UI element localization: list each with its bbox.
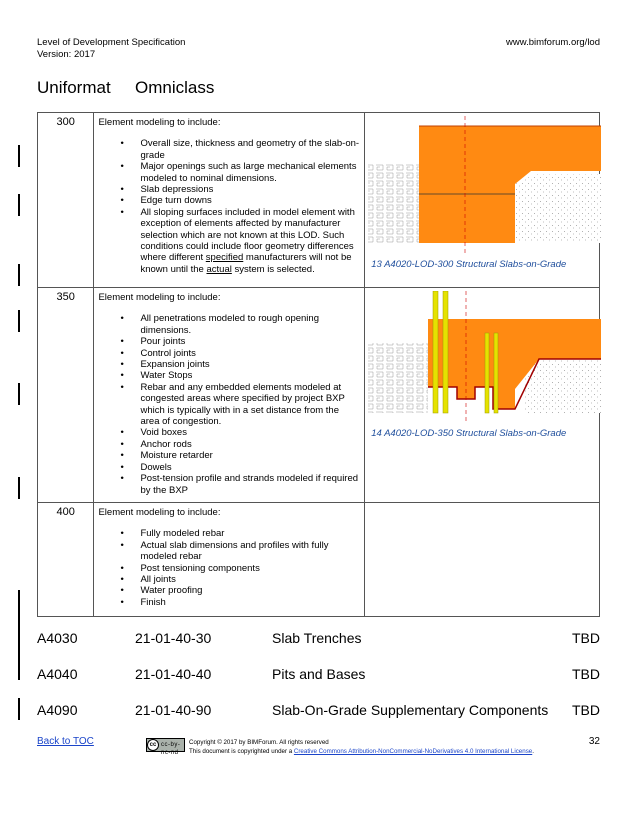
- site-url: www.bimforum.org/lod: [506, 37, 600, 48]
- list-item: • Control joints: [140, 348, 360, 359]
- copyright-line: Copyright © 2017 by BIMForum. All rights reserved: [189, 739, 329, 746]
- lod-level: 400: [38, 502, 94, 616]
- license-line: This document is copyrighted under a Creative Commons Attribution-NonCommercial-NoDerivatives 4.0 International License.: [189, 748, 534, 755]
- lod-level: 350: [38, 288, 94, 503]
- uniformat-code: A4040: [37, 666, 78, 682]
- list-item: • Post-tension profile and strands modeled if required by the BXP: [140, 473, 360, 496]
- list-item: • Moisture retarder: [140, 450, 360, 461]
- list-item: • Dowels: [140, 462, 360, 473]
- list-item: • All joints: [140, 574, 360, 585]
- lod-lead: Element modeling to include:: [98, 506, 221, 518]
- list-item: • Post tensioning components: [140, 563, 360, 574]
- slab-section-300-figure: [365, 116, 601, 254]
- uniformat-code: A4030: [37, 630, 78, 646]
- lod-item-list: [94, 528, 360, 608]
- list-item: • Pour joints: [140, 336, 360, 347]
- list-item: • Void boxes: [140, 427, 360, 438]
- license-link[interactable]: Creative Commons Attribution-NonCommercial-NoDerivatives 4.0 International License: [293, 748, 533, 755]
- lod-row-350: [38, 288, 600, 503]
- element-name: Slab-On-Grade Supplementary Components: [272, 702, 549, 718]
- list-item: • All penetrations modeled to rough opening dimensions.: [140, 313, 360, 336]
- lod-table: [37, 112, 600, 617]
- lod-description: [94, 288, 365, 503]
- lod-row-300: [38, 113, 600, 288]
- element-status: TBD: [572, 702, 600, 718]
- list-item: • All sloping surfaces included in model element with exception of elements affected by manufacturer selection which are not known at this LOD. Such conditions could include floor geometry differences where different specified manufacturers will not be known until the actual system is selected.: [140, 207, 360, 275]
- omniclass-code: 21-01-40-40: [135, 666, 212, 682]
- element-row: [37, 666, 600, 688]
- element-row: [37, 630, 600, 652]
- copyright-notice: [189, 738, 534, 756]
- back-to-toc-link[interactable]: Back to TOC: [37, 736, 94, 747]
- lod-figure-cell: [365, 288, 600, 503]
- list-item: • Fully modeled rebar: [140, 528, 360, 539]
- lod-description: [94, 113, 365, 288]
- lod-lead: Element modeling to include:: [98, 117, 221, 128]
- list-item: • Slab depressions: [140, 184, 360, 195]
- element-name: Pits and Bases: [272, 666, 366, 682]
- lod-level: 300: [38, 113, 94, 288]
- list-item: • Anchor rods: [140, 439, 360, 450]
- list-item: • Overall size, thickness and geometry of the slab-on-grade: [140, 138, 360, 161]
- omniclass-code: 21-01-40-90: [135, 702, 212, 718]
- lod-description: [94, 502, 365, 616]
- figure-caption: 14 A4020-LOD-350 Structural Slabs-on-Grade: [371, 428, 567, 439]
- list-item: • Major openings such as large mechanical elements modeled to nominal dimensions.: [140, 161, 360, 184]
- page-number: 32: [588, 736, 600, 747]
- omniclass-code: 21-01-40-30: [135, 630, 212, 646]
- uniformat-code: A4090: [37, 702, 78, 718]
- lod-item-list: [94, 138, 360, 275]
- list-item: • Water proofing: [140, 585, 360, 596]
- lod-row-400: [38, 502, 600, 616]
- slab-section-350-figure: [365, 291, 601, 421]
- element-status: TBD: [572, 630, 600, 646]
- list-item: • Actual slab dimensions and profiles with fully modeled rebar: [140, 540, 360, 563]
- list-item: • Expansion joints: [140, 359, 360, 370]
- uniformat-heading: Uniformat: [37, 78, 111, 97]
- list-item: • Water Stops: [140, 370, 360, 381]
- list-item: • Rebar and any embedded elements modeled at congested areas where specified by project BXP which is typically with in a set distance from the area of congestion.: [140, 382, 360, 428]
- spec-title: Level of Development Specification: [37, 37, 186, 48]
- list-item: • Finish: [140, 597, 360, 608]
- element-status: TBD: [572, 666, 600, 682]
- element-name: Slab Trenches: [272, 630, 362, 646]
- element-row: [37, 702, 600, 724]
- spec-version: Version: 2017: [37, 49, 96, 60]
- list-item: • Edge turn downs: [140, 195, 360, 206]
- figure-caption: 13 A4020-LOD-300 Structural Slabs-on-Grade: [371, 259, 567, 270]
- lod-figure-cell: [365, 113, 600, 288]
- omniclass-heading: Omniclass: [135, 78, 215, 97]
- cc-badge-text: cc-by-nc-nd: [161, 742, 181, 756]
- lod-figure-cell: [365, 502, 600, 616]
- lod-lead: Element modeling to include:: [98, 292, 221, 303]
- cc-license-badge-icon[interactable]: cc cc-by-nc-nd: [146, 738, 185, 752]
- lod-item-list: [94, 313, 360, 496]
